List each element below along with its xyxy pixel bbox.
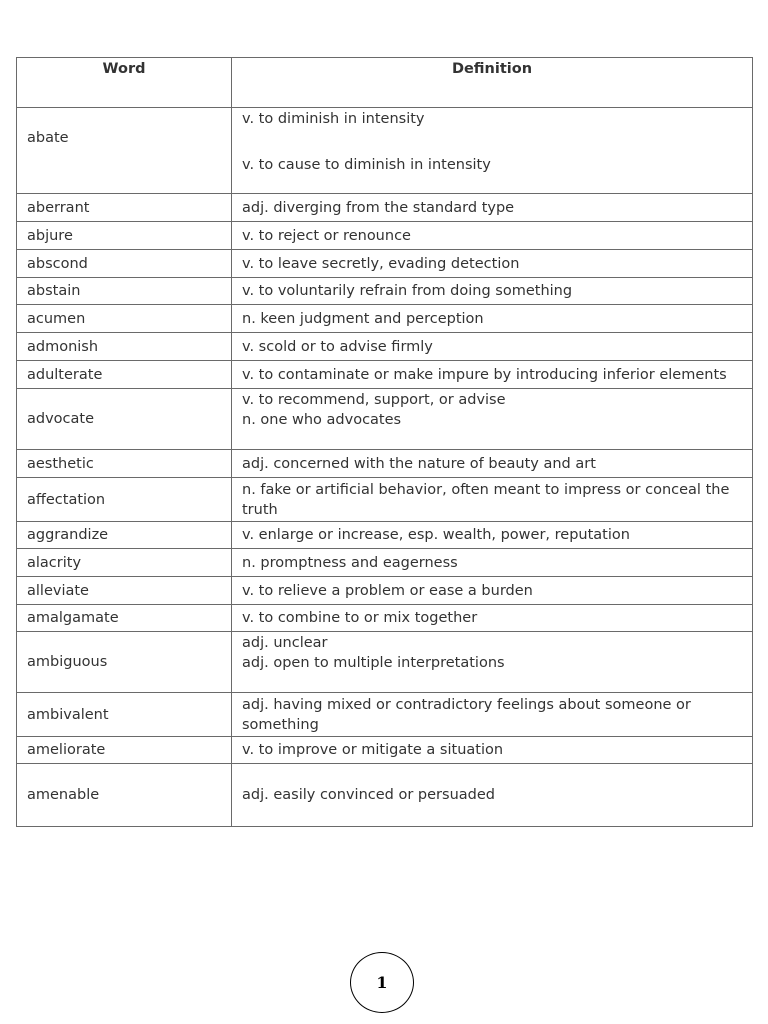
table-row	[17, 333, 753, 361]
definition-text: adj. unclear	[242, 635, 328, 651]
definition-text: adj. open to multiple interpretations	[242, 655, 505, 671]
definition-text: v. to relieve a problem or ease a burden	[242, 582, 533, 599]
word-cell: admonish	[17, 333, 232, 361]
definition-text: adj. having mixed or contradictory feelings about someone or something	[242, 696, 691, 733]
definition-text: v. to cause to diminish in intensity	[242, 157, 491, 173]
definition-cell	[232, 549, 753, 577]
definition-text: n. keen judgment and perception	[242, 310, 484, 327]
table-row	[17, 522, 753, 549]
table-row	[17, 478, 753, 522]
word-cell: advocate	[17, 389, 232, 450]
word-cell: ambivalent	[17, 693, 232, 737]
definition-cell	[232, 522, 753, 549]
word-cell: amenable	[17, 764, 232, 827]
table-row	[17, 632, 753, 693]
table-row	[17, 222, 753, 250]
definition-cell	[232, 108, 753, 194]
definition-cell	[232, 605, 753, 632]
table-row	[17, 250, 753, 278]
word-cell: abstain	[17, 278, 232, 305]
table-row	[17, 737, 753, 764]
definition-cell	[232, 333, 753, 361]
table-row	[17, 693, 753, 737]
vocabulary-table	[16, 57, 753, 827]
word-cell: abjure	[17, 222, 232, 250]
definition-cell	[232, 278, 753, 305]
table-row	[17, 194, 753, 222]
table-row	[17, 389, 753, 450]
word-cell: ameliorate	[17, 737, 232, 764]
definition-column-header: Definition	[232, 58, 753, 108]
definition-cell	[232, 361, 753, 389]
definition-text: adj. diverging from the standard type	[242, 199, 515, 216]
definition-cell	[232, 693, 753, 737]
word-cell: adulterate	[17, 361, 232, 389]
table-row	[17, 605, 753, 632]
definition-cell	[232, 250, 753, 278]
definition-text: n. one who advocates	[242, 412, 402, 428]
definition-text: v. to recommend, support, or advise	[242, 392, 506, 408]
word-cell: aggrandize	[17, 522, 232, 549]
definition-text: adj. easily convinced or persuaded	[242, 787, 495, 803]
definition-text: n. promptness and eagerness	[242, 554, 458, 571]
word-cell: aberrant	[17, 194, 232, 222]
page-number-badge	[350, 952, 414, 1013]
table-row	[17, 108, 753, 194]
definition-text: v. to combine to or mix together	[242, 610, 478, 626]
word-cell: acumen	[17, 305, 232, 333]
table-row	[17, 549, 753, 577]
table-row	[17, 278, 753, 305]
table-row	[17, 305, 753, 333]
definition-text: v. to reject or renounce	[242, 227, 411, 244]
word-cell: amalgamate	[17, 605, 232, 632]
table-row	[17, 361, 753, 389]
definition-cell	[232, 194, 753, 222]
table-header-row	[17, 58, 753, 108]
definition-text: v. to diminish in intensity	[242, 111, 425, 127]
word-cell: abscond	[17, 250, 232, 278]
definition-cell	[232, 737, 753, 764]
definition-text: adj. concerned with the nature of beauty and art	[242, 455, 596, 472]
word-cell: alacrity	[17, 549, 232, 577]
definition-cell	[232, 764, 753, 827]
word-cell: affectation	[17, 478, 232, 522]
definition-text: v. scold or to advise firmly	[242, 338, 433, 355]
word-cell: aesthetic	[17, 450, 232, 478]
definition-cell	[232, 478, 753, 522]
definition-cell	[232, 305, 753, 333]
definition-cell	[232, 577, 753, 605]
definition-text: n. fake or artificial behavior, often meant to impress or conceal the truth	[242, 481, 730, 518]
definition-text: v. enlarge or increase, esp. wealth, power, reputation	[242, 527, 630, 543]
table-row	[17, 577, 753, 605]
table-row	[17, 450, 753, 478]
definition-cell	[232, 389, 753, 450]
word-cell: ambiguous	[17, 632, 232, 693]
word-column-header: Word	[17, 58, 232, 108]
definition-cell	[232, 222, 753, 250]
definition-cell	[232, 632, 753, 693]
definition-text: v. to voluntarily refrain from doing something	[242, 283, 573, 299]
table-row	[17, 764, 753, 827]
definition-text: v. to contaminate or make impure by introducing inferior elements	[242, 366, 727, 383]
page-number-text: 1	[376, 973, 388, 992]
definition-cell	[232, 450, 753, 478]
word-cell: abate	[17, 108, 232, 194]
definition-text: v. to leave secretly, evading detection	[242, 255, 520, 272]
word-cell: alleviate	[17, 577, 232, 605]
definition-text: v. to improve or mitigate a situation	[242, 742, 504, 758]
